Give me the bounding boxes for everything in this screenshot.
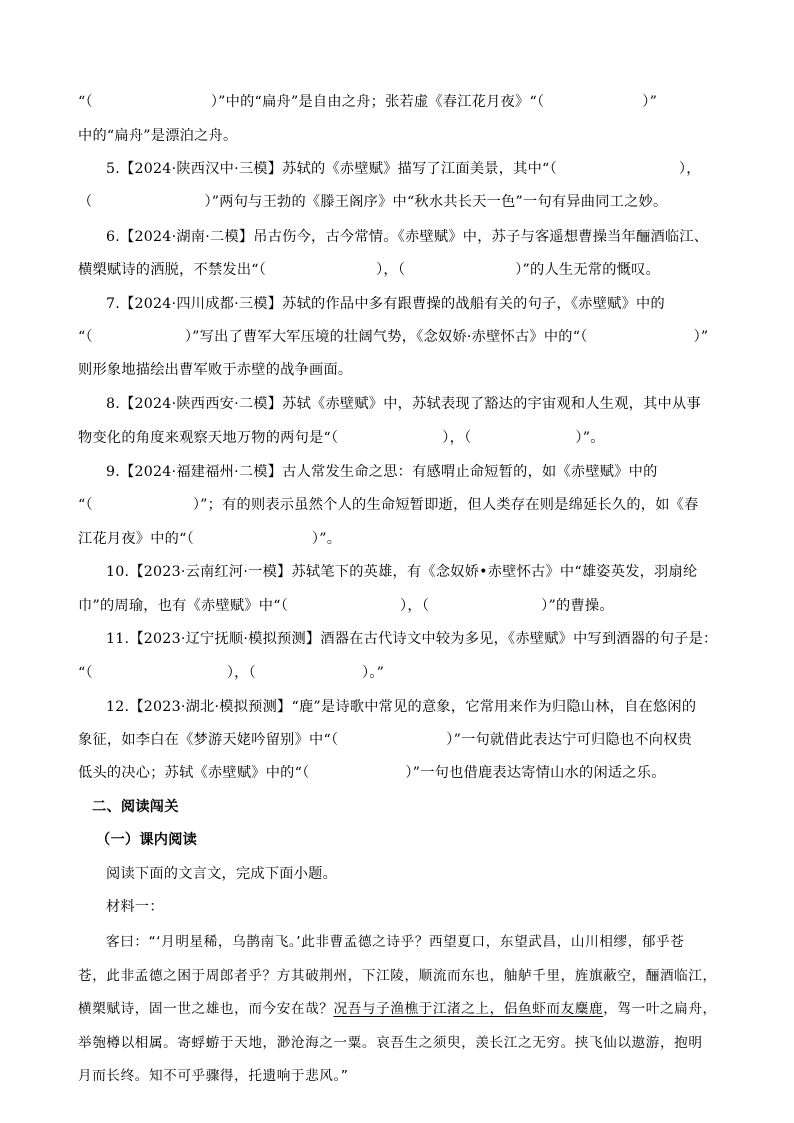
text: 横槊赋诗，固一世之雄也，而今安在哉？ — [78, 1001, 334, 1017]
question-10-line-1: 10.【2023·云南红河·一模】苏轼笔下的英雄，有《念奴娇•赤壁怀古》中“雄姿英发，羽扇纶 — [106, 564, 698, 580]
text: ）， — [678, 161, 701, 177]
material-label: 材料一： — [106, 899, 164, 915]
passage-line-3 — [78, 999, 718, 1019]
question-9-line-2 — [78, 495, 718, 515]
text: ）”写出了曹军大军压境的壮阔气势，《念奴娇·赤壁怀古》中的“（ — [184, 329, 588, 345]
text: ）”一句就借此表达宁可归隐也不向权贵 — [446, 732, 693, 748]
passage-line-4: 举匏樽以相属。寄蜉蝣于天地，渺沧海之一粟。哀吾生之须臾，羡长江之无穷。挟飞仙以遨游，抱明 — [78, 1035, 703, 1051]
question-8-line-1: 8.【2024·陕西西安·二模】苏轼《赤壁赋》中，苏轼表现了豁达的宇宙观和人生观，其中从事 — [106, 396, 701, 412]
text: ）”；有的则表示虽然个人的生命短暂即逝，但人类存在则是绵延长久的，如《春 — [192, 497, 699, 513]
text: ），（ — [400, 598, 430, 614]
text: ）”。 — [311, 531, 342, 547]
question-12-line-2 — [78, 730, 718, 750]
text: ，驾一叶之扁舟， — [603, 1001, 717, 1017]
section-heading: 二、阅读闯关 — [92, 799, 179, 815]
text: 巾”的周瑜，也有《赤壁赋》中“（ — [78, 598, 289, 614]
reading-instruction: 阅读下面的文言文，完成下面小题。 — [106, 866, 338, 882]
question-5-line-2 — [78, 192, 718, 212]
text: ）”中的“扁舟”是自由之舟；张若虚《春江花月夜》“（ — [210, 94, 545, 110]
question-6-line-2 — [78, 260, 718, 280]
question-12-line-1: 12.【2023·湖北·模拟预测】“鹿”是诗歌中常见的意象，它常用来作为归隐山林，自在悠闲的 — [106, 699, 697, 715]
question-7-line-2 — [78, 327, 718, 347]
text: 低头的决心；苏轼《赤壁赋》中的“（ — [78, 765, 310, 781]
passage-line-1: 客曰：“‘月明星稀，乌鹊南飞。’此非曹孟德之诗乎？西望夏口，东望武昌，山川相缪，郁乎苍 — [106, 934, 685, 950]
text: （ — [78, 194, 93, 210]
question-11-line-1: 11.【2023·辽宁抚顺·模拟预测】酒器在古代诗文中较为多见，《赤壁赋》中写到酒器的句子是： — [106, 631, 718, 647]
text: ）”。 — [575, 430, 605, 446]
text: ），（ — [376, 262, 406, 278]
text: ）。” — [361, 665, 385, 681]
text: “（ — [78, 665, 93, 681]
text: ）”一句也借鹿表达寄情山水的闲适之乐。 — [405, 765, 666, 781]
question-8-line-2 — [78, 428, 718, 448]
question-4-end: 中的“扁舟”是漂泊之舟。 — [78, 128, 238, 144]
text: 5.【2024·陕西汉中·三模】苏轼的《赤壁赋》描写了江面美景，其中“（ — [106, 161, 557, 177]
question-9-line-3 — [78, 529, 718, 549]
question-7-line-3: 则形象地描绘出曹军败于赤壁的战争画面。 — [78, 362, 353, 378]
text: 物变化的角度来观察天地万物的两句是“（ — [78, 430, 339, 446]
question-10-line-2 — [78, 596, 718, 616]
text: ）”的人生无常的慨叹。 — [515, 262, 660, 278]
text: ）” — [642, 94, 658, 110]
subsection-heading: （一）课内阅读 — [96, 832, 198, 848]
text: ），（ — [442, 430, 472, 446]
text: “（ — [78, 94, 93, 110]
passage-line-5: 月而长终。知不可乎骤得，托遗响于悲风。” — [78, 1068, 349, 1084]
text: 横槊赋诗的洒脱，不禁发出“（ — [78, 262, 267, 278]
question-12-line-3 — [78, 763, 718, 783]
text: ）”两句与王勃的《滕王阁序》中“秋水共长天一色”一句有异曲同工之妙。 — [204, 194, 668, 210]
text: ）” — [693, 329, 709, 345]
underlined-sentence: 况吾与子渔樵于江渚之上，侣鱼虾而友麋鹿 — [333, 1001, 604, 1017]
text: “（ — [78, 497, 93, 513]
passage-line-2: 苍，此非孟德之困于周郎者乎？方其破荆州，下江陵，顺流而东也，舳舻千里，旌旗蔽空，酾酒临江， — [78, 968, 717, 984]
text: 江花月夜》中的“（ — [78, 531, 194, 547]
text: ）”的曹操。 — [541, 598, 614, 614]
question-7-line-1: 7.【2024·四川成都·三模】苏轼的作品中多有跟曹操的战船有关的句子，《赤壁赋》中的 — [106, 296, 665, 312]
text: ），（ — [226, 665, 256, 681]
question-6-line-1: 6.【2024·湖南·二模】吊古伤今，古今常情。《赤壁赋》中，苏子与客遥想曹操当年酾酒临江、 — [106, 229, 709, 245]
question-9-line-1: 9.【2024·福建福州·二模】古人常发生命之思：有感喟止命短暂的，如《赤壁赋》中的 — [106, 464, 658, 480]
text: 象征，如李白在《梦游天姥吟留别》中“（ — [78, 732, 339, 748]
text: “（ — [78, 329, 93, 345]
question-4-continued — [78, 92, 718, 112]
question-5-line-1 — [106, 159, 718, 179]
question-11-line-2 — [78, 663, 718, 683]
